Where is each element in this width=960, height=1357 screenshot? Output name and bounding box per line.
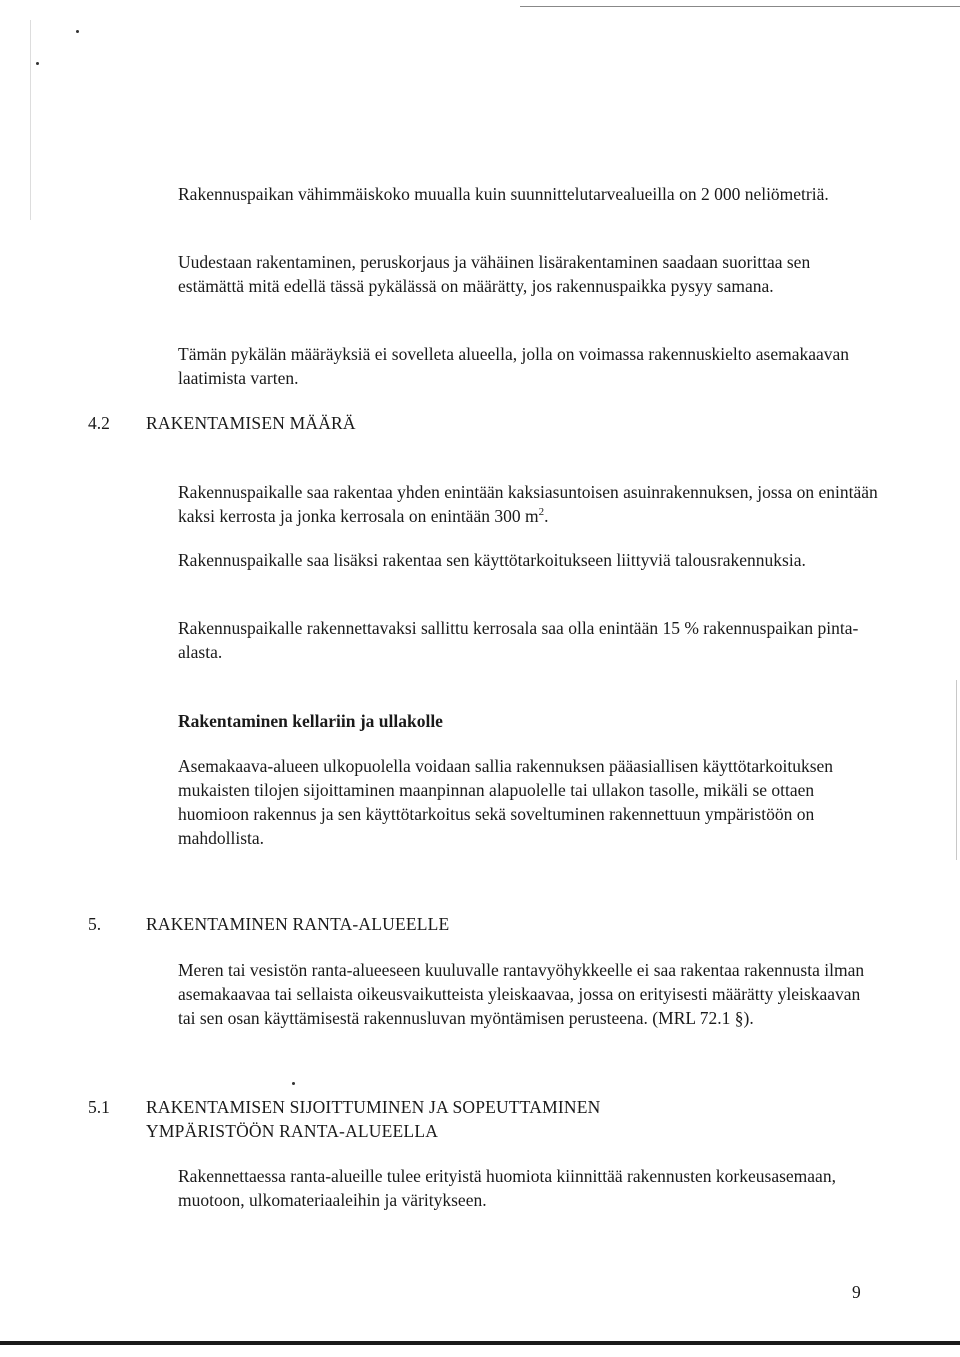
paragraph-renovation: Uudestaan rakentaminen, peruskorjaus ja vähäinen lisärakentaminen saadaan suorittaa sen estämättä mitä edellä tässä pykälässä on määrätty, jos rakennuspaikka pysyy samana.: [178, 252, 811, 296]
subheading-cellar-attic: Rakentaminen kellariin ja ullakolle: [178, 711, 443, 731]
scan-speck: [36, 62, 39, 65]
section-title: RAKENTAMISEN MÄÄRÄ: [146, 413, 356, 433]
section-title: RAKENTAMINEN RANTA-ALUEELLE: [146, 914, 450, 934]
paragraph-end: .: [544, 506, 549, 526]
section-title: [146, 1095, 846, 1143]
paragraph-building-ban: Tämän pykälän määräyksiä ei sovelleta alueella, jolla on voimassa rakennuskielto asemakaavan laatimista varten.: [178, 344, 850, 388]
paragraph-minimum-size: Rakennuspaikan vähimmäiskoko muualla kuin suunnittelutarvealueilla on 2 000 neliömetriä.: [178, 184, 829, 204]
section-title-line: RAKENTAMISEN SIJOITTUMINEN JA SOPEUTTAMINEN: [146, 1097, 601, 1117]
page-number: 9: [852, 1282, 861, 1302]
paragraph-cellar-attic: Asemakaava-alueen ulkopuolella voidaan sallia rakennuksen pääasiallisen käyttötarkoituksen mukaisten tilojen sijoittaminen maanpinnan alapuolelle tai ullakon tasolle, mikäli se ottaen huomioon rakennus ja sen käyttötarkoitus sekä soveltuminen rakennettuun ympäristöön on mahdollista.: [178, 756, 834, 848]
section-number: 5.1: [88, 1097, 110, 1117]
section-title-line: YMPÄRISTÖÖN RANTA-ALUEELLA: [146, 1121, 439, 1141]
paragraph-floor-area: Rakennuspaikalle rakennettavaksi sallittu kerrosala saa olla enintään 15 % rakennuspaikan pinta-alasta.: [178, 618, 859, 662]
superscript: 2: [538, 506, 545, 519]
paragraph-shore-building: Rakennettaessa ranta-alueille tulee erityistä huomiota kiinnittää rakennusten korkeusasemaan, muotoon, ulkomateriaaleihin ja väritykseen.: [178, 1166, 836, 1210]
scan-edge-left: [30, 20, 31, 220]
scan-edge-right: [956, 680, 957, 860]
paragraph-text: Rakennuspaikalle saa rakentaa yhden enintään kaksiasuntoisen asuinrakennuksen, jossa on enintään kaksi kerrosta ja jonka kerrosala on enintään 300 m: [178, 482, 878, 526]
section-number: 5.: [88, 914, 102, 934]
paragraph-outbuildings: Rakennuspaikalle saa lisäksi rakentaa sen käyttötarkoitukseen liittyviä talousrakennuksia.: [178, 550, 806, 570]
scan-speck: [292, 1082, 295, 1085]
paragraph-shore-area: Meren tai vesistön ranta-alueeseen kuuluvalle rantavyöhykkeelle ei saa rakentaa rakennusta ilman asemakaavaa tai sellaista oikeusvaikutteista yleiskaavaa, jossa on erityisesti määrätty yleiskaavan tai sen osan käyttämisestä rakennusluvan myöntämisen perusteena. (MRL 72.1 §).: [178, 960, 865, 1028]
scan-edge-top: [520, 6, 960, 7]
scan-edge-bottom: [0, 1341, 960, 1345]
section-number: 4.2: [88, 413, 110, 433]
paragraph-building-amount: [178, 480, 878, 528]
scan-speck: [76, 30, 79, 33]
